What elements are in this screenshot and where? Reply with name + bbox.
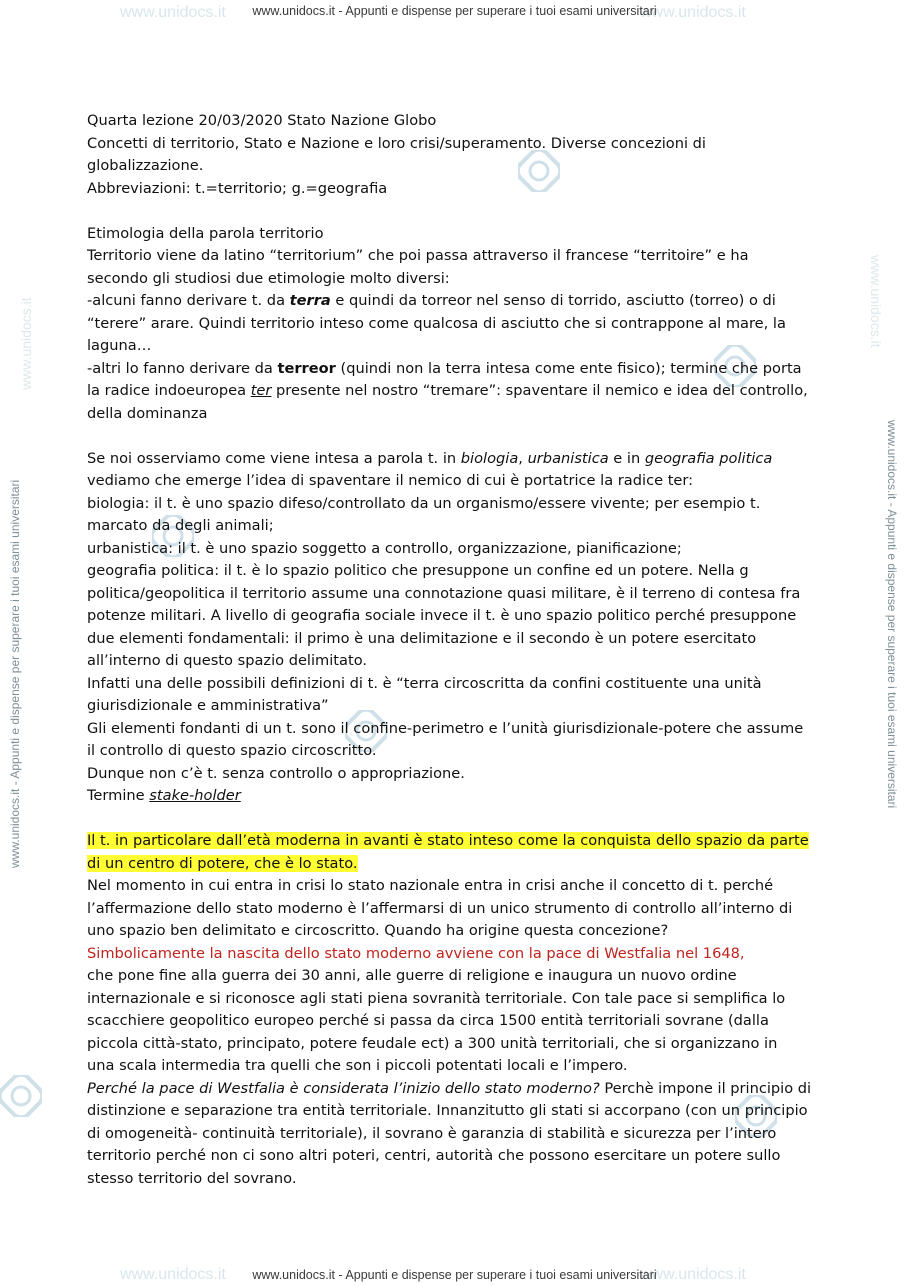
right-ghost-watermark: www.unidocs.it (868, 255, 884, 348)
text-run: Se noi osserviamo come viene intesa a parola t. in (87, 449, 461, 467)
text-line: che pone fine alla guerra dei 30 anni, alle guerre di religione e inaugura un nuovo ordine (87, 967, 737, 984)
text-line: due elementi fondamentali: il primo è una delimitazione e il secondo è un potere esercitato (87, 629, 757, 647)
blank-line (87, 808, 827, 831)
text-line (87, 290, 827, 313)
ghost-watermark: www.unidocs.it (120, 4, 226, 21)
text-run: e in (608, 449, 645, 467)
highlighted-line (87, 853, 827, 876)
text-line: una scala intermedia tra quelli che son i piccoli potentati locali e l’impero. (87, 1057, 628, 1074)
text-line: Gli elementi fondanti di un t. sono il confine-perimetro e l’unità giurisdizionale-potere che assume (87, 719, 804, 737)
text-run: presente nel nostro “tremare”: spaventare il nemico e idea del controllo, (271, 382, 808, 399)
emphasis-text: terra (289, 292, 331, 309)
text-line (87, 1078, 827, 1101)
text-line: politica/geopolitica il territorio assume una connotazione quasi militare, è il terreno di contesa fra (87, 584, 801, 602)
text-line: potenze militari. A livello di geografia sociale invece il t. è uno spazio politico perché presuppone (87, 607, 797, 624)
text-line: secondo gli studiosi due etimologie molto diversi: (87, 269, 450, 287)
text-line: stesso territorio del sovrano. (87, 1169, 297, 1187)
footer-watermark: www.unidocs.it - Appunti e dispense per superare i tuoi esami universitari (252, 1268, 657, 1282)
red-highlighted-line: Simbolicamente la nascita dello stato moderno avviene con la pace di Westfalia nel 1648, (87, 944, 745, 962)
text-line (87, 785, 827, 808)
text-line: globalizzazione. (87, 157, 204, 174)
header-watermark: www.unidocs.it - Appunti e dispense per superare i tuoi esami universitari (252, 4, 657, 18)
text-line: piccola città-stato, principato, potere feudale ect) a 300 unità territoriali, che si organizzano in (87, 1034, 778, 1052)
text-line (87, 380, 827, 403)
ghost-watermark: www.unidocs.it (640, 1266, 746, 1283)
text-line: Infatti una delle possibili definizioni di t. è “terra circoscritta da confini costituente una unità (87, 674, 762, 692)
text-line: urbanistica: il t. è uno spazio soggetto a controllo, organizzazione, pianificazione; (87, 539, 682, 557)
text-line: della dominanza (87, 404, 208, 422)
text-line: Nel momento in cui entra in crisi lo stato nazionale entra in crisi anche il concetto di t. perché (87, 877, 774, 894)
left-side-watermark: www.unidocs.it - Appunti e dispense per superare i tuoi esami universitari (8, 479, 22, 868)
right-side-watermark: www.unidocs.it - Appunti e dispense per superare i tuoi esami universitari (885, 420, 899, 809)
text-line: geografia politica: il t. è lo spazio politico che presuppone un confine ed un potere. Nella g (87, 562, 749, 579)
text-run: Perchè impone il principio di (599, 1079, 812, 1097)
italic-text: urbanistica (527, 449, 609, 467)
text-line: “terere” arare. Quindi territorio inteso come qualcosa di asciutto che si contrappone al mare, la (87, 314, 786, 332)
text-line: uno spazio ben delimitato e circoscritto. Quando ha origine questa concezione? (87, 922, 669, 939)
blank-line (87, 425, 827, 448)
text-line: Territorio viene da latino “territorium” che poi passa attraverso il francese “territoire” e ha (87, 247, 749, 264)
text-run: -altri lo fanno derivare da (87, 359, 278, 377)
unidocs-logo-icon (0, 1075, 42, 1117)
text-line: marcato da degli animali; (87, 517, 274, 534)
underlined-text: stake-holder (149, 787, 241, 804)
italic-question: Perché la pace di Westfalia è considerata l’inizio dello stato moderno? (87, 1079, 600, 1097)
text-line: biologia: il t. è uno spazio difeso/controllato da un organismo/essere vivente; per esempio t. (87, 494, 761, 512)
ghost-watermark: www.unidocs.it (640, 4, 746, 21)
text-line: Dunque non c’è t. senza controllo o appropriazione. (87, 764, 465, 782)
text-line: laguna… (87, 337, 152, 354)
text-line: l’affermazione dello stato moderno è l’affermarsi di un unico strumento di controllo all’interno di (87, 899, 793, 917)
italic-text: biologia (460, 449, 519, 467)
blank-line (87, 200, 827, 223)
text-line (87, 448, 827, 471)
section-heading: Etimologia della parola territorio (87, 224, 324, 242)
text-line (87, 358, 827, 381)
document-body (87, 110, 827, 1190)
text-run: Termine (87, 787, 150, 804)
text-line: Concetti di territorio, Stato e Nazione e loro crisi/superamento. Diverse concezioni di (87, 134, 706, 152)
text-line: distinzione e separazione tra entità territoriale. Innanzitutto gli stati si accorpano (con un principio (87, 1102, 808, 1119)
text-run: e quindi da torreor nel senso di torrido, asciutto (torreo) o di (330, 292, 776, 309)
text-line: Abbreviazioni: t.=territorio; g.=geografia (87, 179, 388, 197)
text-line: territorio perché non ci sono altri poteri, centri, autorità che possono esercitare un potere sullo (87, 1147, 781, 1164)
underlined-text: ter (250, 382, 272, 399)
text-line: all’interno di questo spazio delimitato. (87, 652, 368, 669)
text-run: , (518, 449, 528, 467)
lesson-title: Quarta lezione 20/03/2020 Stato Nazione Globo (87, 112, 437, 129)
text-line: di omogeneità- continuità territoriale), il sovrano è garanzia di stabilità e sicurezza per l’intero (87, 1124, 777, 1142)
italic-text: geografia politica (644, 449, 773, 467)
highlighted-text: Il t. in particolare dall’età moderna in avanti è stato inteso come la conquista dello spazio da parte (87, 832, 809, 849)
text-line: internazionale e si riconosce agli stati piena sovranità territoriale. Con tale pace si semplifica lo (87, 989, 786, 1007)
text-run: (quindi non la terra intesa come ente fisico); termine che porta (335, 359, 802, 377)
text-line: vediamo che emerge l’idea di spaventare il nemico di cui è portatrice la radice ter: (87, 472, 694, 489)
highlighted-text: di un centro di potere, che è lo stato. (87, 854, 358, 872)
left-ghost-watermark: www.unidocs.it (18, 297, 34, 390)
text-line: giurisdizionale e amministrativa” (87, 697, 329, 714)
bold-text: terreor (277, 359, 336, 377)
highlighted-line (87, 830, 827, 853)
text-run: la radice indoeuropea (87, 382, 251, 399)
text-line: il controllo di questo spazio circoscritto. (87, 742, 377, 759)
text-line: scacchiere geopolitico europeo perché si passa da circa 1500 entità territoriali sovrane (dalla (87, 1012, 769, 1029)
text-run: -alcuni fanno derivare t. da (87, 292, 290, 309)
ghost-watermark: www.unidocs.it (120, 1266, 226, 1283)
